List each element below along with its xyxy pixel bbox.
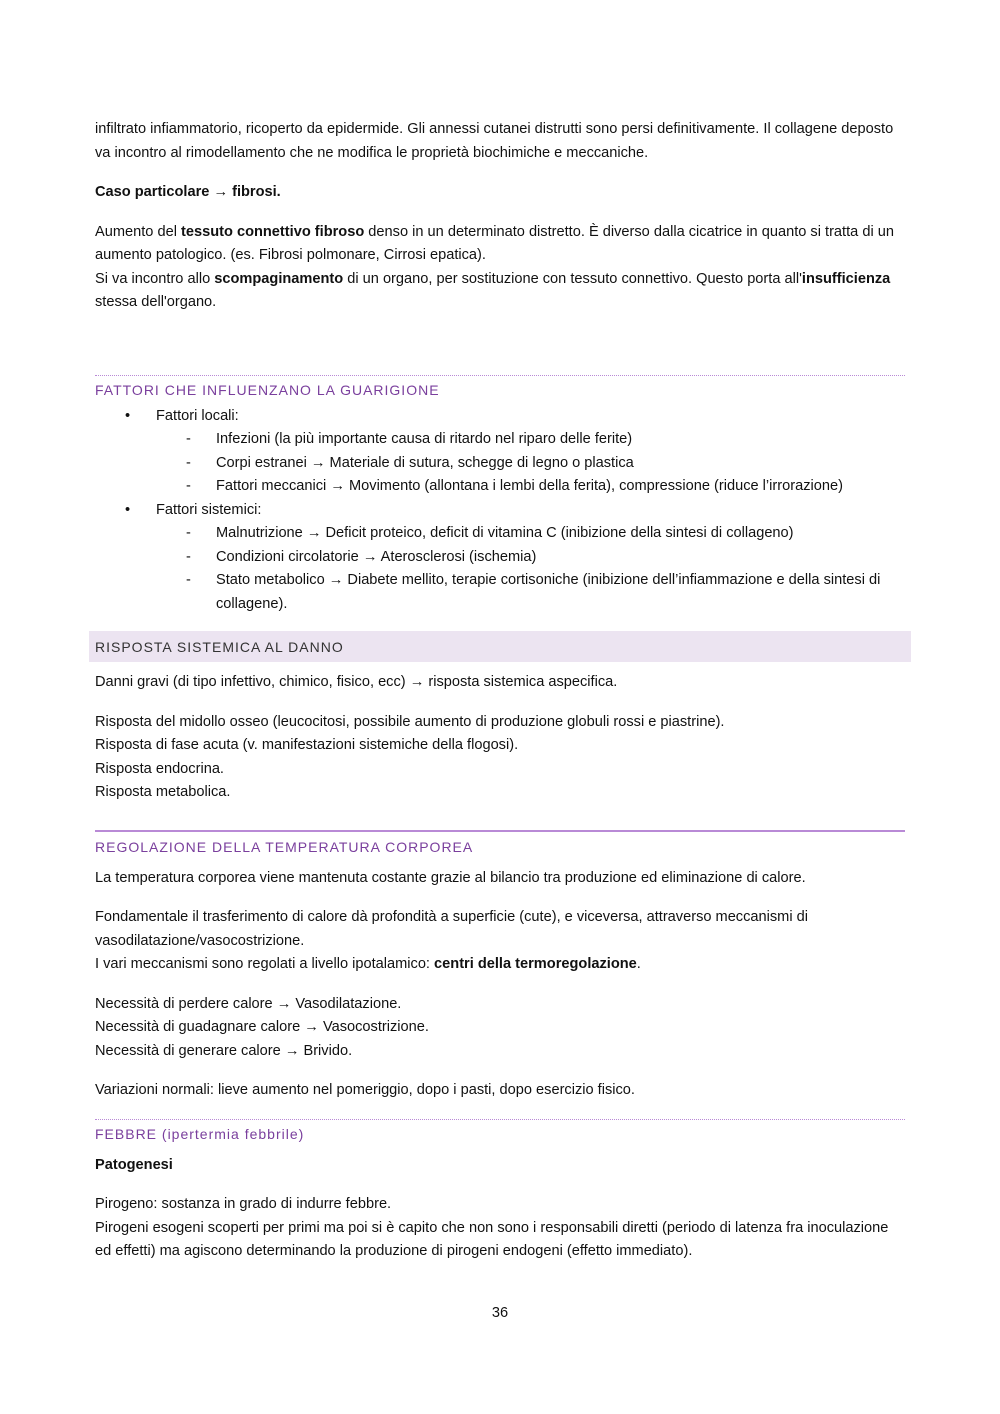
list-item <box>156 522 905 546</box>
necessita-line: Necessità di guadagnare calore → Vasocostrizione. <box>95 1019 429 1035</box>
bullet-icon: • <box>125 501 131 518</box>
dash-icon: - <box>186 572 191 588</box>
heading-regolazione: REGOLAZIONE DELLA TEMPERATURA CORPOREA <box>95 838 474 855</box>
text-run: I vari meccanismi sono regolati a livello ipotalamico: <box>95 956 435 972</box>
risposta-line: Risposta metabolica. <box>95 784 231 800</box>
caso-particolare <box>95 181 905 205</box>
subheading-patogenesi <box>95 1154 905 1178</box>
dash-icon: - <box>186 478 191 494</box>
section-divider <box>95 830 905 832</box>
text-run: stessa dell'organo. <box>95 294 217 310</box>
dash-icon: - <box>186 431 191 447</box>
list-item-text: Condizioni circolatorie → Aterosclerosi (ischemia) <box>216 548 537 565</box>
section-divider <box>95 1119 905 1120</box>
bold-term: scompaginamento <box>214 270 344 287</box>
variazioni-paragraph: Variazioni normali: lieve aumento nel pomeriggio, dopo i pasti, dopo esercizio fisico. <box>95 1082 635 1098</box>
risposta-line: Risposta di fase acuta (v. manifestazioni sistemiche della flogosi). <box>95 737 519 753</box>
list-item <box>156 569 905 616</box>
bullet-icon: • <box>125 407 131 424</box>
list-item-text: Fattori meccanici → Movimento (allontana i lembi della ferita), compressione (riduce l’irrorazione) <box>216 478 843 494</box>
caso-label: Caso particolare <box>95 184 210 200</box>
arrow-icon: → <box>213 184 229 200</box>
bold-term: insufficienza <box>801 270 891 287</box>
risposta-paragraph: Danni gravi (di tipo infettivo, chimico, fisico, ecc) → risposta sistemica aspecifica. <box>95 674 618 690</box>
sublist <box>156 522 905 616</box>
text-run: Aumento del <box>95 223 181 240</box>
list-item-text: Malnutrizione → Deficit proteico, deficit di vitamina C (inibizione della sintesi di collageno) <box>216 525 794 541</box>
list-item-label: Fattori sistemici: <box>156 501 262 518</box>
regolazione-paragraph <box>95 953 905 977</box>
risposta-line: Risposta del midollo osseo (leucocitosi, possibile aumento di produzione globuli rossi e piastrine). <box>95 713 725 730</box>
heading-risposta: RISPOSTA SISTEMICA AL DANNO <box>89 631 911 662</box>
subheading-text: Patogenesi <box>95 1156 173 1173</box>
text-run: denso in un determinato distretto. È diverso dalla cicatrice in quanto si tratta di un aumento patologico. (es. Fibrosi polmonare, Cirrosi epatica). <box>95 223 894 263</box>
fattori-list <box>95 405 905 617</box>
page-number: 36 <box>491 1305 509 1321</box>
list-item-label: Fattori locali: <box>156 407 239 424</box>
necessita-line: Necessità di perdere calore → Vasodilatazione. <box>95 995 402 1012</box>
heading-fattori: FATTORI CHE INFLUENZANO LA GUARIGIONE <box>95 381 440 398</box>
necessita-line: Necessità di generare calore → Brivido. <box>95 1042 353 1059</box>
list-item <box>156 452 905 476</box>
text-run: . <box>636 956 641 972</box>
list-item-text: Corpi estranei → Materiale di sutura, schegge di legno o plastica <box>216 454 634 471</box>
caso-value: fibrosi. <box>232 184 281 200</box>
regolazione-paragraph: La temperatura corporea viene mantenuta costante grazie al bilancio tra produzione ed eliminazione di calore. <box>95 869 806 886</box>
dash-icon: - <box>186 454 191 471</box>
sublist <box>156 428 905 499</box>
list-item <box>156 475 905 499</box>
fibrosi-paragraph-2 <box>95 268 905 315</box>
fibrosi-paragraph-1 <box>95 221 905 268</box>
febbre-paragraph: Pirogeno: sostanza in grado di indurre febbre. <box>95 1196 392 1212</box>
list-item <box>95 405 905 499</box>
dash-icon: - <box>186 525 191 541</box>
list-item-text: Infezioni (la più importante causa di ritardo nel riparo delle ferite) <box>216 431 633 447</box>
bold-term: centri della termoregolazione <box>434 956 637 972</box>
document-page <box>95 118 905 1264</box>
intro-paragraph: infiltrato infiammatorio, ricoperto da epidermide. Gli annessi cutanei distrutti sono persi definitivamente. Il collagene deposto va incontro al rimodellamento che ne modifica le proprietà biochimiche e meccaniche. <box>95 121 894 161</box>
text-run: di un organo, per sostituzione con tessuto connettivo. Questo porta all' <box>343 270 802 287</box>
spacer <box>95 315 905 375</box>
list-item <box>95 499 905 617</box>
regolazione-paragraph: Fondamentale il trasferimento di calore dà profondità a superficie (cute), e viceversa, attraverso meccanismi di vasodilatazione/vasocostrizione. <box>95 909 808 949</box>
list-item-text: Stato metabolico → Diabete mellito, terapie cortisoniche (inibizione dell’infiammazione e della sintesi di collagene). <box>216 572 881 612</box>
dash-icon: - <box>186 548 191 565</box>
heading-febbre: FEBBRE (ipertermia febbrile) <box>95 1125 305 1142</box>
febbre-paragraph: Pirogeni esogeni scoperti per primi ma poi si è capito che non sono i responsabili diretti (periodo di latenza fra inoculazione ed effetti) ma agiscono determinando la produzione di pirogeni endogeni (effetto immediato). <box>95 1219 889 1259</box>
text-run: Si va incontro allo <box>95 270 215 287</box>
list-item <box>156 546 905 570</box>
list-item <box>156 428 905 452</box>
section-divider <box>95 375 905 376</box>
risposta-line: Risposta endocrina. <box>95 760 224 777</box>
bold-term: tessuto connettivo fibroso <box>181 223 365 240</box>
